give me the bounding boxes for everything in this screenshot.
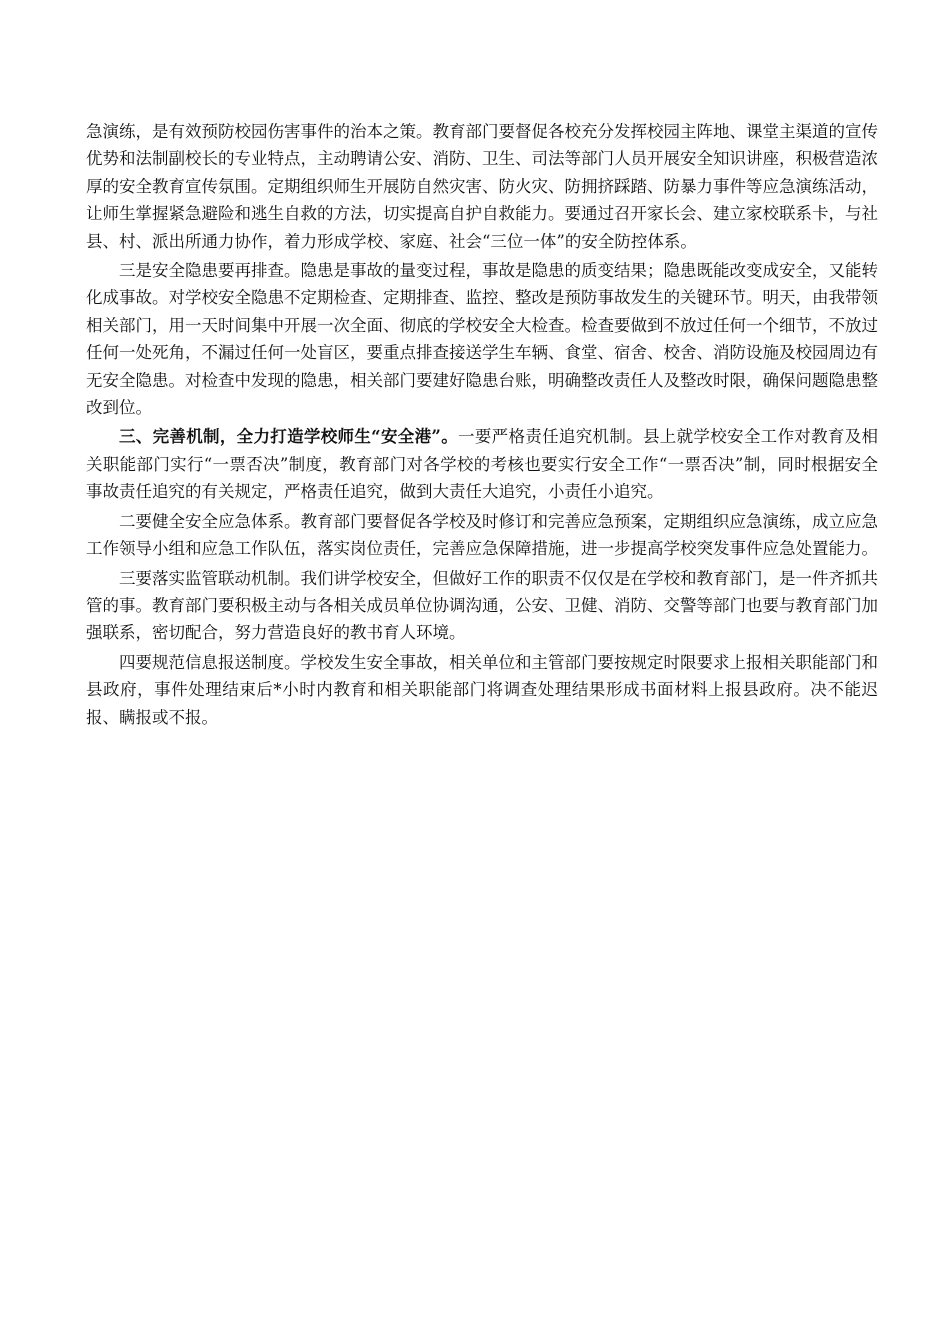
paragraph-text: 三是安全隐患要再排查。隐患是事故的量变过程，事故是隐患的质变结果；隐患既能改变成安全，又能转化成事故。对学校安全隐患不定期检查、定期排查、监控、整改是预防事故发生的关键环节。明天，由我带领相关部门，用一天时间集中开展一次全面、彻底的学校安全大检查。检查要做到不放过任何一个细节，不放过任何一处死角，不漏过任何一处盲区，要重点排查接送学生车辆、食堂、宿舍、校舍、消防设施及校园周边有无安全隐患。对检查中发现的隐患，相关部门要建好隐患台账，明确整改责任人及整改时限，确保问题隐患整改到位。	[86, 261, 878, 418]
paragraph-text: 二要健全安全应急体系。教育部门要督促各学校及时修订和完善应急预案，定期组织应急演练，成立应急工作领导小组和应急工作队伍，落实岗位责任，完善应急保障措施，进一步提高学校突发事件应急处置能力。	[86, 511, 878, 559]
paragraph-information-reporting	[86, 649, 878, 731]
paragraph-text: 急演练，是有效预防校园伤害事件的治本之策。教育部门要督促各校充分发挥校园主阵地、课堂主渠道的宣传优势和法制副校长的专业特点，主动聘请公安、消防、卫生、司法等部门人员开展安全知识讲座，积极营造浓厚的安全教育宣传氛围。定期组织师生开展防自然灾害、防火灾、防拥挤踩踏、防暴力事件等应急演练活动，让师生掌握紧急避险和逃生自救的方法，切实提高自护自救能力。要通过召开家长会、建立家校联系卡，与社县、村、派出所通力协作，着力形成学校、家庭、社会“三位一体”的安全防控体系。	[86, 122, 878, 251]
paragraph-emergency-system	[86, 508, 878, 563]
paragraph-text: 一要严格责任追究机制。县上就学校安全工作对教育及相关职能部门实行“一票否决”制度，教育部门对各学校的考核也要实行安全工作“一票否决”制，同时根据安全事故责任追究的有关规定，严格责任追究，做到大责任大追究，小责任小追究。	[86, 427, 879, 502]
paragraph-hazard-inspection	[86, 257, 878, 421]
paragraph-emergency-drills	[86, 118, 878, 255]
paragraph-text: 三要落实监管联动机制。我们讲学校安全，但做好工作的职责不仅仅是在学校和教育部门，是一件齐抓共管的事。教育部门要积极主动与各相关成员单位协调沟通，公安、卫健、消防、交警等部门也要与教育部门加强联系，密切配合，努力营造良好的教书育人环境。	[86, 568, 878, 643]
paragraph-mechanism-section	[86, 423, 878, 505]
document-page	[86, 118, 878, 733]
section-heading: 三、完善机制，全力打造学校师生“安全港”。	[119, 427, 459, 447]
paragraph-joint-supervision	[86, 565, 878, 647]
paragraph-text: 四要规范信息报送制度。学校发生安全事故，相关单位和主管部门要按规定时限要求上报相关职能部门和县政府，事件处理结束后*小时内教育和相关职能部门将调查处理结果形成书面材料上报县政府。决不能迟报、瞒报或不报。	[86, 652, 878, 727]
